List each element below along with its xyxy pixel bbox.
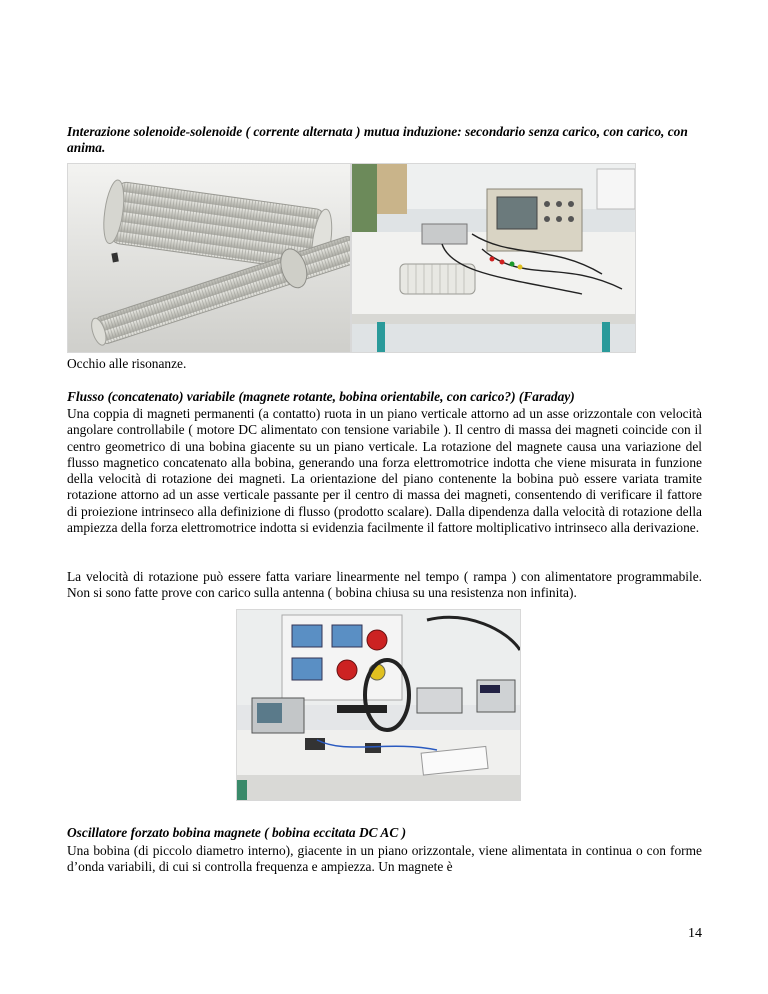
section-heading-solenoid: Interazione solenoide-solenoide ( corrente alternata ) mutua induzione: secondario senza carico, con carico, con anima. (67, 124, 688, 156)
page-number: 14 (688, 926, 702, 941)
section-heading-oscillator: Oscillatore forzato bobina magnete ( bobina eccitata DC AC ) (67, 825, 407, 840)
photo-oscilloscope-bench (351, 163, 636, 353)
paragraph-oscillator: Una bobina (di piccolo diametro interno), giacente in un piano orizzontale, viene alimentata in continua o con forme d’onda variabili, di cui si controlla frequenza e ampiezza. Un magnete è (67, 843, 702, 875)
caption-resonance: Occhio alle risonanze. (67, 356, 187, 371)
photo-solenoids (67, 163, 351, 353)
oscilloscope-bench-illustration (352, 164, 635, 352)
solenoids-illustration (68, 164, 350, 352)
section-heading-flux: Flusso (concatenato) variabile (magnete rotante, bobina orientabile, con carico?) (Faraday) (67, 389, 575, 404)
paragraph-flux-description: Una coppia di magneti permanenti (a contatto) ruota in un piano verticale attorno ad un asse orizzontale con velocità angolare controllabile ( motore DC alimentato con tensione variabile ). Il centro di massa dei magneti coincide con il centro geometrico di una bobina giacente su un piano verticale. La rotazione del magnete causa una variazione del flusso magnetico concatenato alla bobina, generando una forza elettromotrice indotta che viene misurata in funzione della velocità di rotazione dei magneti. La orientazione del piano contenente la bobina può essere variata tramite rotazione attorno ad un asse verticale passante per il centro di massa dei magneti, consentendo di verificare il fattore di proiezione intrinseco alla definizione di flusso (prodotto scalare). Dalla dipendenza dalla velocità di rotazione della ampiezza della forza elettromotrice indotta si evidenzia facilmente il fattore moltiplicativo intrinseco alla derivazione. (67, 406, 702, 536)
photo-rotating-magnet-setup (236, 609, 521, 801)
rotating-magnet-illustration (237, 610, 520, 800)
paragraph-ramp: La velocità di rotazione può essere fatta variare linearmente nel tempo ( rampa ) con alimentatore programmabile. Non si sono fatte prove con carico sulla antenna ( bobina chiusa su una resistenza non infinita). (67, 569, 702, 601)
